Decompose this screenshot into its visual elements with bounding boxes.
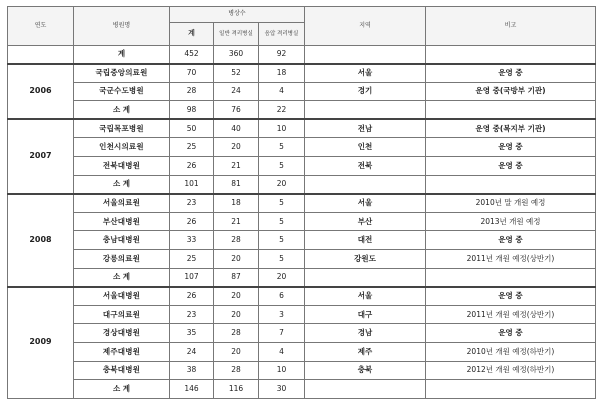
region-cell: 전남 [305,119,426,138]
grand-total-total: 452 [170,46,214,64]
bed-total: 23 [170,305,214,324]
grand-total-row [8,46,596,64]
note-cell: 2013년 개원 예정 [426,212,596,231]
grand-total-negative: 92 [259,46,305,64]
hospital-name: 인천시의료원 [74,138,170,157]
bed-negative: 5 [259,249,305,268]
bed-negative: 6 [259,287,305,306]
region-cell: 서울 [305,194,426,213]
note-cell: 2011년 개원 예정(상반기) [426,249,596,268]
table-row [8,138,596,157]
table-row [8,194,596,213]
bed-general: 40 [214,119,259,138]
table-row [8,361,596,380]
hospital-name: 제주대병원 [74,342,170,361]
note-cell: 운영 중 [426,287,596,306]
bed-negative: 5 [259,194,305,213]
note-header: 비고 [426,7,596,46]
subtotal-negative: 22 [259,101,305,120]
bed-negative: 5 [259,138,305,157]
bed-negative: 5 [259,156,305,175]
region-cell: 강원도 [305,249,426,268]
region-cell: 경남 [305,324,426,343]
grand-total-general: 360 [214,46,259,64]
table-row [8,82,596,101]
region-cell: 대전 [305,231,426,250]
hospital-name: 서울의료원 [74,194,170,213]
bed-general: 28 [214,231,259,250]
region-header: 지역 [305,7,426,46]
hospital-name: 강릉의료원 [74,249,170,268]
subtotal-label: 소 계 [74,268,170,287]
table-row [8,156,596,175]
note-cell: 운영 중 [426,156,596,175]
bed-general: 28 [214,324,259,343]
hospital-name: 충북대병원 [74,361,170,380]
note-cell: 운영 중(국방부 기관) [426,82,596,101]
bed-general: 20 [214,287,259,306]
subtotal-label: 소 계 [74,175,170,194]
subtotal-row [8,268,596,287]
bed-negative: 5 [259,231,305,250]
bed-general: 52 [214,64,259,83]
bed-total: 25 [170,249,214,268]
region-cell: 경기 [305,82,426,101]
grand-total-label: 계 [74,46,170,64]
bed-negative: 4 [259,342,305,361]
bed-general: 20 [214,342,259,361]
table-row [8,324,596,343]
bed-general: 24 [214,82,259,101]
bed-general: 18 [214,194,259,213]
note-cell: 2010년 말 개원 예정 [426,194,596,213]
note-cell: 2012년 개원 예정(하반기) [426,361,596,380]
hospital-name: 경상대병원 [74,324,170,343]
hospital-bed-table [7,6,596,399]
hospital-name: 전북대병원 [74,156,170,175]
region-cell: 충북 [305,361,426,380]
year-cell: 2006 [8,64,74,120]
year-cell: 2007 [8,119,74,193]
bed-total: 50 [170,119,214,138]
subtotal-row [8,101,596,120]
subtotal-row [8,175,596,194]
subtotal-total: 146 [170,380,214,399]
region-cell: 전북 [305,156,426,175]
bed-negative: 4 [259,82,305,101]
total-header: 계 [170,23,214,46]
table-row [8,212,596,231]
bed-total: 24 [170,342,214,361]
bed-negative: 10 [259,119,305,138]
hospital-header: 병원명 [74,7,170,46]
bed-total: 26 [170,156,214,175]
table-row [8,119,596,138]
bed-negative: 3 [259,305,305,324]
table-row [8,287,596,306]
hospital-name: 서울대병원 [74,287,170,306]
hospital-name: 부산대병원 [74,212,170,231]
subtotal-total: 101 [170,175,214,194]
subtotal-general: 81 [214,175,259,194]
note-cell: 2010년 개원 예정(하반기) [426,342,596,361]
hospital-name: 국립목포병원 [74,119,170,138]
region-cell: 인천 [305,138,426,157]
beds-header: 병상수 [170,7,305,23]
note-cell: 운영 중(복지부 기관) [426,119,596,138]
negative-header: 음압 격리병실 [259,23,305,46]
subtotal-label: 소 계 [74,380,170,399]
subtotal-label: 소 계 [74,101,170,120]
bed-total: 25 [170,138,214,157]
bed-general: 20 [214,249,259,268]
bed-general: 21 [214,212,259,231]
subtotal-general: 87 [214,268,259,287]
subtotal-row [8,380,596,399]
bed-total: 26 [170,287,214,306]
region-cell: 서울 [305,64,426,83]
bed-general: 20 [214,305,259,324]
bed-general: 21 [214,156,259,175]
note-cell: 운영 중 [426,64,596,83]
table-row [8,342,596,361]
table-row [8,64,596,83]
subtotal-general: 76 [214,101,259,120]
bed-negative: 5 [259,212,305,231]
hospital-name: 국군수도병원 [74,82,170,101]
subtotal-negative: 20 [259,268,305,287]
bed-total: 26 [170,212,214,231]
subtotal-negative: 30 [259,380,305,399]
region-cell: 서울 [305,287,426,306]
year-cell: 2008 [8,194,74,287]
subtotal-total: 107 [170,268,214,287]
subtotal-negative: 20 [259,175,305,194]
hospital-name: 충남대병원 [74,231,170,250]
hospital-name: 국립중앙의료원 [74,64,170,83]
note-cell: 운영 중 [426,231,596,250]
subtotal-total: 98 [170,101,214,120]
bed-negative: 18 [259,64,305,83]
note-cell: 2011년 개원 예정(상반기) [426,305,596,324]
note-cell: 운영 중 [426,324,596,343]
table-row [8,231,596,250]
bed-total: 70 [170,64,214,83]
region-cell: 부산 [305,212,426,231]
table-row [8,249,596,268]
bed-total: 35 [170,324,214,343]
year-cell: 2009 [8,287,74,399]
bed-general: 28 [214,361,259,380]
bed-negative: 10 [259,361,305,380]
bed-negative: 7 [259,324,305,343]
general-header: 일반 격리병실 [214,23,259,46]
bed-total: 23 [170,194,214,213]
hospital-name: 대구의료원 [74,305,170,324]
table-row [8,305,596,324]
region-cell: 제주 [305,342,426,361]
bed-total: 33 [170,231,214,250]
subtotal-general: 116 [214,380,259,399]
region-cell: 대구 [305,305,426,324]
year-header: 연도 [8,7,74,46]
bed-total: 28 [170,82,214,101]
bed-total: 38 [170,361,214,380]
note-cell: 운영 중 [426,138,596,157]
bed-general: 20 [214,138,259,157]
